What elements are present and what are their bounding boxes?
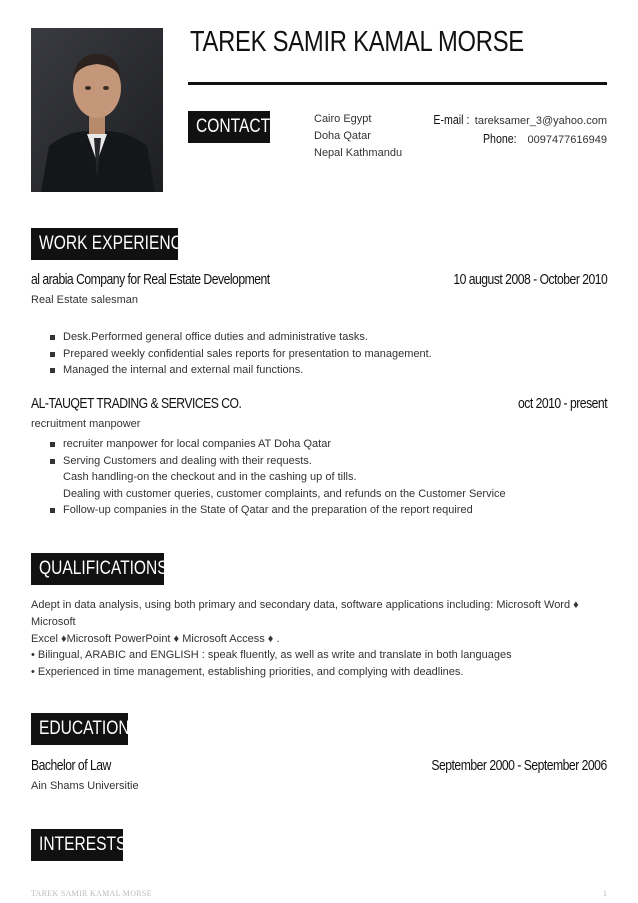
- job-2-company: AL-TAUQET TRADING & SERVICES CO.: [31, 396, 242, 412]
- list-item: Managed the internal and external mail functions.: [49, 362, 432, 379]
- job-1-company: al arabia Company for Real Estate Development: [31, 272, 270, 288]
- phone-value[interactable]: 0097477616949: [527, 134, 607, 146]
- education-tag: [31, 713, 128, 745]
- contact-tag: [188, 111, 270, 143]
- education-school: Ain Shams Universitie: [31, 780, 139, 792]
- qualifications-text: [31, 597, 591, 681]
- job-1-dates: 10 august 2008 - October 2010: [453, 272, 607, 288]
- portrait-image: [31, 28, 163, 192]
- qualification-line: Microsoft: [31, 615, 76, 628]
- footer-name: TAREK SAMIR KAMAL MORSE: [31, 889, 152, 898]
- list-item: Follow-up companies in the State of Qatar and the preparation of the report required: [49, 502, 506, 519]
- page-number: 1: [603, 889, 607, 898]
- qualifications-tag: [31, 553, 168, 585]
- email-label: E-mail :: [432, 113, 469, 127]
- job-2-duties: [49, 436, 506, 519]
- qualification-line: • Bilingual, ARABIC and ENGLISH : speak fluently, as well as write and translate in both languages: [31, 649, 512, 662]
- interests-label: INTERESTS: [39, 834, 127, 855]
- location-doha: Doha Qatar: [314, 130, 371, 142]
- interests-tag: [31, 829, 127, 861]
- candidate-name: TAREK SAMIR KAMAL MORSE: [190, 26, 524, 58]
- qualification-line: • Experienced in time management, establishing priorities, and complying with deadlines.: [31, 666, 464, 679]
- contact-tag-label: CONTACT: [196, 116, 271, 137]
- job-2-role: recruitment manpower: [31, 418, 141, 430]
- education-degree: Bachelor of Law: [31, 758, 111, 774]
- header-divider: [188, 82, 607, 85]
- location-nepal: Nepal Kathmandu: [314, 147, 403, 159]
- education-dates: September 2000 - September 2006: [431, 758, 607, 774]
- email-value[interactable]: tareksamer_3@yahoo.com: [474, 115, 607, 127]
- list-item: recruiter manpower for local companies AT Doha Qatar: [49, 436, 506, 453]
- list-item: Dealing with customer queries, customer complaints, and refunds on the Customer Service: [63, 487, 506, 500]
- qualification-line: Adept in data analysis, using both primary and secondary data, software applications including: Microsoft Word ♦: [31, 599, 579, 611]
- phone-label: Phone:: [483, 132, 517, 146]
- job-1-role: Real Estate salesman: [31, 294, 138, 306]
- list-item: Cash handling-on the checkout and in the cashing up of tills.: [63, 471, 357, 483]
- qualification-line: Excel ♦Microsoft PowerPoint ♦ Microsoft Access ♦ .: [31, 632, 280, 645]
- list-item: Desk.Performed general office duties and administrative tasks.: [49, 329, 432, 346]
- list-item: Prepared weekly confidential sales reports for presentation to management.: [49, 346, 432, 363]
- qualifications-label: QUALIFICATIONS: [39, 558, 168, 579]
- job-1-duties: [49, 329, 432, 379]
- education-label: EDUCATION: [39, 718, 130, 739]
- work-experience-tag: [31, 228, 193, 260]
- work-experience-label: WORK EXPERIENCE: [39, 233, 193, 254]
- job-2-dates: oct 2010 - present: [517, 396, 607, 412]
- profile-photo: [31, 28, 163, 192]
- location-cairo: Cairo Egypt: [314, 113, 372, 125]
- list-item: Serving Customers and dealing with their requests.: [49, 453, 506, 470]
